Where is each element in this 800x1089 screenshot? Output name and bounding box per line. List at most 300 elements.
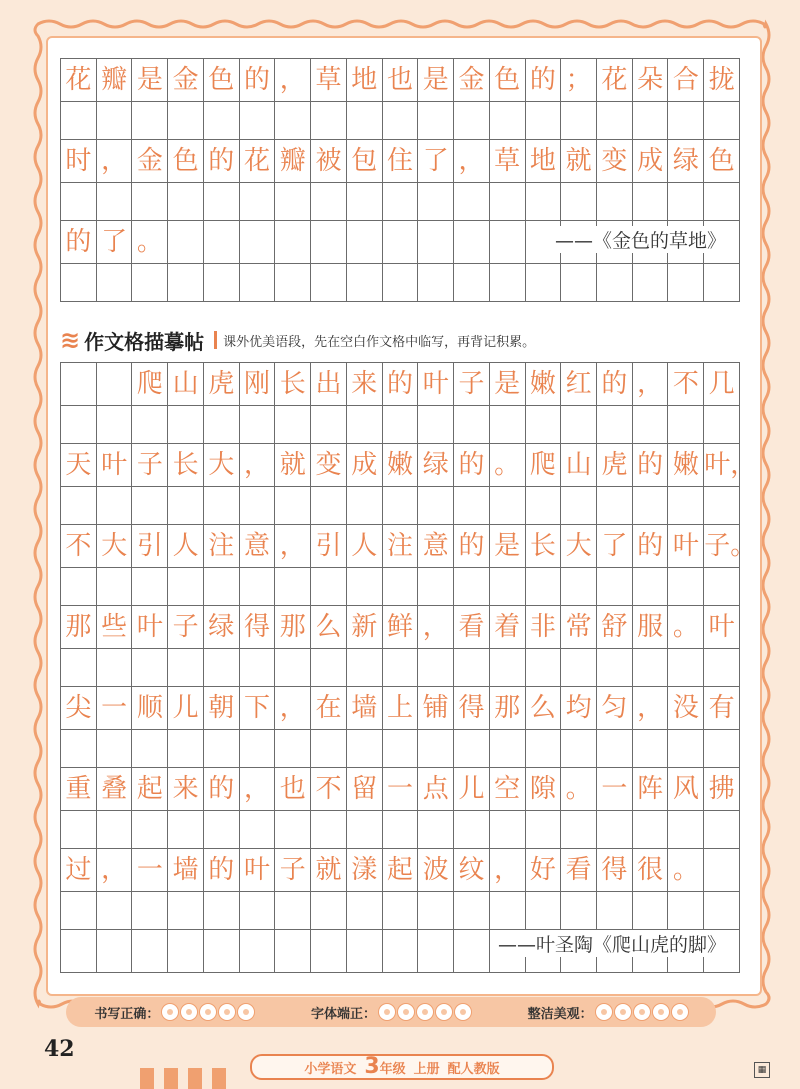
practice-cell[interactable]: [561, 102, 597, 140]
character-cell: 叶: [239, 849, 275, 892]
practice-cell[interactable]: [132, 649, 168, 687]
character-cell: 一: [132, 849, 168, 892]
practice-cell[interactable]: [382, 892, 418, 930]
practice-cell[interactable]: [418, 487, 454, 525]
practice-cell[interactable]: [632, 183, 668, 221]
practice-cell[interactable]: [561, 730, 597, 768]
practice-cell[interactable]: [311, 892, 347, 930]
practice-cell[interactable]: [382, 811, 418, 849]
practice-cell[interactable]: [489, 811, 525, 849]
practice-cell[interactable]: [561, 892, 597, 930]
practice-cell[interactable]: [489, 406, 525, 444]
practice-cell[interactable]: [525, 406, 561, 444]
practice-cell[interactable]: [311, 568, 347, 606]
practice-cell[interactable]: [597, 102, 633, 140]
practice-cell[interactable]: [668, 406, 704, 444]
practice-cell[interactable]: [418, 649, 454, 687]
practice-cell[interactable]: [132, 811, 168, 849]
character-cell: [239, 221, 275, 264]
flower-icon[interactable]: [181, 1004, 197, 1020]
practice-cell[interactable]: [168, 568, 204, 606]
character-cell: 色: [489, 59, 525, 102]
practice-cell[interactable]: [454, 264, 490, 302]
character-cell: 留: [346, 768, 382, 811]
character-cell: 就: [275, 444, 311, 487]
character-cell: ，: [275, 687, 311, 730]
character-cell: 来: [346, 363, 382, 406]
practice-cell[interactable]: [96, 892, 132, 930]
practice-cell[interactable]: [454, 487, 490, 525]
practice-cell[interactable]: [632, 730, 668, 768]
character-cell: 变: [311, 444, 347, 487]
practice-cell[interactable]: [132, 264, 168, 302]
character-cell: 金: [168, 59, 204, 102]
character-cell: 人: [346, 525, 382, 568]
rating-label: 字体端正：: [310, 1006, 376, 1022]
practice-cell[interactable]: [668, 730, 704, 768]
practice-cell[interactable]: [61, 568, 97, 606]
character-cell: 一: [597, 768, 633, 811]
practice-cell[interactable]: [561, 568, 597, 606]
practice-cell[interactable]: [239, 930, 275, 973]
practice-row: [61, 264, 740, 302]
practice-cell[interactable]: [61, 102, 97, 140]
practice-cell[interactable]: [489, 568, 525, 606]
citation: ——叶圣陶《爬山虎的脚》: [496, 930, 728, 957]
practice-cell[interactable]: [597, 183, 633, 221]
character-cell: 不: [311, 768, 347, 811]
practice-cell[interactable]: [61, 264, 97, 302]
practice-cell[interactable]: [61, 406, 97, 444]
subject-label: 小学语文: [304, 1061, 357, 1077]
practice-cell[interactable]: [454, 811, 490, 849]
flower-icon[interactable]: [200, 1004, 216, 1020]
character-cell: 人: [168, 525, 204, 568]
character-cell: 红: [561, 363, 597, 406]
practice-cell[interactable]: [454, 102, 490, 140]
practice-cell[interactable]: [346, 102, 382, 140]
text-row: [61, 768, 740, 811]
practice-cell[interactable]: [561, 183, 597, 221]
practice-cell[interactable]: [561, 487, 597, 525]
character-cell: 住: [382, 140, 418, 183]
character-cell: 顺: [132, 687, 168, 730]
practice-cell[interactable]: [561, 649, 597, 687]
practice-cell[interactable]: [275, 102, 311, 140]
character-cell: 下: [239, 687, 275, 730]
practice-cell[interactable]: [311, 406, 347, 444]
character-cell: 子: [454, 363, 490, 406]
practice-cell[interactable]: [311, 102, 347, 140]
practice-cell[interactable]: [132, 102, 168, 140]
text-row: [61, 363, 740, 406]
character-cell: ，: [239, 768, 275, 811]
practice-cell[interactable]: [668, 568, 704, 606]
practice-cell[interactable]: [96, 930, 132, 973]
practice-cell[interactable]: [168, 730, 204, 768]
practice-cell[interactable]: [632, 892, 668, 930]
character-cell: ；: [561, 59, 597, 102]
practice-cell[interactable]: [311, 487, 347, 525]
practice-cell[interactable]: [597, 811, 633, 849]
practice-cell[interactable]: [61, 730, 97, 768]
character-cell: 叶: [704, 606, 740, 649]
character-cell: 合: [668, 59, 704, 102]
practice-cell[interactable]: [382, 649, 418, 687]
practice-cell[interactable]: [203, 406, 239, 444]
practice-cell[interactable]: [704, 730, 740, 768]
practice-cell[interactable]: [704, 406, 740, 444]
character-cell: 的: [632, 444, 668, 487]
practice-cell[interactable]: [96, 730, 132, 768]
text-row: [61, 525, 740, 568]
character-cell: 叶: [132, 606, 168, 649]
practice-cell[interactable]: [239, 102, 275, 140]
practice-cell[interactable]: [346, 730, 382, 768]
practice-cell[interactable]: [96, 264, 132, 302]
practice-row: [61, 811, 740, 849]
practice-cell[interactable]: [168, 487, 204, 525]
practice-cell[interactable]: [668, 649, 704, 687]
practice-cell[interactable]: [597, 264, 633, 302]
practice-cell[interactable]: [168, 811, 204, 849]
practice-cell[interactable]: [382, 730, 418, 768]
practice-cell[interactable]: [597, 568, 633, 606]
practice-cell[interactable]: [418, 183, 454, 221]
practice-cell[interactable]: [61, 649, 97, 687]
rating-group: [311, 1003, 471, 1022]
practice-cell[interactable]: [418, 811, 454, 849]
practice-cell[interactable]: [489, 487, 525, 525]
practice-cell[interactable]: [275, 892, 311, 930]
practice-cell[interactable]: [96, 568, 132, 606]
practice-cell[interactable]: [704, 183, 740, 221]
practice-cell[interactable]: [704, 811, 740, 849]
practice-cell[interactable]: [346, 811, 382, 849]
practice-cell[interactable]: [525, 811, 561, 849]
practice-cell[interactable]: [96, 406, 132, 444]
practice-cell[interactable]: [668, 102, 704, 140]
practice-cell[interactable]: [418, 568, 454, 606]
practice-row: [61, 183, 740, 221]
practice-cell[interactable]: [203, 568, 239, 606]
practice-cell[interactable]: [632, 102, 668, 140]
practice-cell[interactable]: [704, 487, 740, 525]
practice-cell[interactable]: [382, 930, 418, 973]
practice-cell[interactable]: [454, 892, 490, 930]
practice-cell[interactable]: [168, 183, 204, 221]
practice-cell[interactable]: [632, 568, 668, 606]
rating-group: [528, 1003, 688, 1022]
practice-cell[interactable]: [489, 264, 525, 302]
practice-cell[interactable]: [382, 264, 418, 302]
grade-number: 3: [364, 1054, 380, 1079]
character-cell: 儿: [454, 768, 490, 811]
practice-cell[interactable]: [597, 892, 633, 930]
character-cell: 不: [668, 363, 704, 406]
practice-cell[interactable]: [525, 649, 561, 687]
practice-cell[interactable]: [203, 264, 239, 302]
character-cell: 山: [168, 363, 204, 406]
flower-icon[interactable]: [379, 1004, 395, 1020]
flower-icon[interactable]: [634, 1004, 650, 1020]
character-cell: 的: [597, 363, 633, 406]
character-cell: 非: [525, 606, 561, 649]
practice-cell[interactable]: [668, 264, 704, 302]
practice-cell[interactable]: [168, 264, 204, 302]
practice-cell[interactable]: [168, 649, 204, 687]
character-cell: 金: [454, 59, 490, 102]
practice-cell[interactable]: [275, 406, 311, 444]
text-row: [61, 687, 740, 730]
practice-cell[interactable]: [454, 568, 490, 606]
character-cell: [418, 221, 454, 264]
practice-cell[interactable]: [597, 487, 633, 525]
practice-cell[interactable]: [132, 487, 168, 525]
practice-cell[interactable]: [489, 183, 525, 221]
practice-cell[interactable]: [418, 264, 454, 302]
practice-cell[interactable]: [418, 730, 454, 768]
volume-label: 上册: [413, 1061, 440, 1077]
practice-cell[interactable]: [489, 649, 525, 687]
flower-icon[interactable]: [219, 1004, 235, 1020]
flower-icon[interactable]: [417, 1004, 433, 1020]
practice-cell[interactable]: [96, 649, 132, 687]
practice-cell[interactable]: [203, 811, 239, 849]
practice-cell[interactable]: [668, 811, 704, 849]
practice-cell[interactable]: [132, 406, 168, 444]
practice-cell[interactable]: [454, 649, 490, 687]
character-cell: 山: [561, 444, 597, 487]
practice-cell[interactable]: [168, 930, 204, 973]
practice-cell[interactable]: [346, 406, 382, 444]
character-cell: 色: [704, 140, 740, 183]
character-cell: 花: [597, 59, 633, 102]
practice-cell[interactable]: [311, 930, 347, 973]
practice-cell[interactable]: [454, 183, 490, 221]
character-cell: 儿: [168, 687, 204, 730]
practice-cell[interactable]: [275, 568, 311, 606]
practice-cell[interactable]: [418, 930, 454, 973]
character-cell: 引: [311, 525, 347, 568]
practice-cell[interactable]: [96, 487, 132, 525]
decorative-blocks: [140, 1068, 226, 1089]
practice-cell[interactable]: [96, 102, 132, 140]
practice-cell[interactable]: [275, 811, 311, 849]
practice-cell[interactable]: [239, 730, 275, 768]
flower-icon[interactable]: [596, 1004, 612, 1020]
character-cell: 爬: [525, 444, 561, 487]
practice-cell[interactable]: [525, 730, 561, 768]
practice-cell[interactable]: [597, 730, 633, 768]
character-cell: 朵: [632, 59, 668, 102]
practice-cell[interactable]: [525, 568, 561, 606]
practice-cell[interactable]: [632, 406, 668, 444]
practice-cell[interactable]: [382, 102, 418, 140]
practice-cell[interactable]: [489, 102, 525, 140]
practice-cell[interactable]: [489, 730, 525, 768]
character-cell: 虎: [203, 363, 239, 406]
character-cell: 地: [525, 140, 561, 183]
flower-icon[interactable]: [455, 1004, 471, 1020]
practice-cell[interactable]: [96, 811, 132, 849]
practice-cell[interactable]: [275, 487, 311, 525]
practice-cell[interactable]: [61, 892, 97, 930]
practice-cell[interactable]: [632, 649, 668, 687]
practice-cell[interactable]: [704, 649, 740, 687]
practice-cell[interactable]: [203, 102, 239, 140]
practice-cell[interactable]: [382, 487, 418, 525]
practice-cell[interactable]: [525, 183, 561, 221]
practice-cell[interactable]: [704, 892, 740, 930]
practice-cell[interactable]: [132, 892, 168, 930]
practice-cell[interactable]: [346, 183, 382, 221]
practice-cell[interactable]: [382, 406, 418, 444]
practice-cell[interactable]: [61, 930, 97, 973]
practice-cell[interactable]: [489, 892, 525, 930]
practice-cell[interactable]: [275, 183, 311, 221]
character-cell: 。: [561, 768, 597, 811]
flower-icon[interactable]: [238, 1004, 254, 1020]
practice-cell[interactable]: [311, 264, 347, 302]
practice-cell[interactable]: [597, 406, 633, 444]
practice-cell[interactable]: [668, 892, 704, 930]
character-cell: 着: [489, 606, 525, 649]
flower-icon[interactable]: [672, 1004, 688, 1020]
practice-cell[interactable]: [239, 811, 275, 849]
practice-cell[interactable]: [311, 730, 347, 768]
practice-cell[interactable]: [168, 102, 204, 140]
practice-cell[interactable]: [132, 568, 168, 606]
practice-cell[interactable]: [61, 811, 97, 849]
practice-cell[interactable]: [597, 649, 633, 687]
section-divider: [214, 331, 217, 349]
practice-cell[interactable]: [454, 406, 490, 444]
practice-cell[interactable]: [525, 487, 561, 525]
practice-cell[interactable]: [132, 730, 168, 768]
practice-cell[interactable]: [168, 892, 204, 930]
practice-cell[interactable]: [704, 264, 740, 302]
character-cell: ，: [275, 525, 311, 568]
practice-cell[interactable]: [275, 730, 311, 768]
practice-cell[interactable]: [346, 930, 382, 973]
decor-block: [140, 1068, 154, 1089]
practice-cell[interactable]: [203, 730, 239, 768]
character-cell: 些: [96, 606, 132, 649]
practice-cell[interactable]: [454, 930, 490, 973]
character-cell: 意: [418, 525, 454, 568]
practice-cell[interactable]: [418, 892, 454, 930]
practice-cell[interactable]: [203, 649, 239, 687]
practice-cell[interactable]: [168, 406, 204, 444]
flower-icon[interactable]: [615, 1004, 631, 1020]
practice-cell[interactable]: [275, 264, 311, 302]
practice-cell[interactable]: [239, 892, 275, 930]
practice-cell[interactable]: [239, 649, 275, 687]
practice-cell[interactable]: [96, 183, 132, 221]
character-cell: 常: [561, 606, 597, 649]
practice-cell[interactable]: [632, 811, 668, 849]
character-cell: 墙: [346, 687, 382, 730]
practice-cell[interactable]: [275, 930, 311, 973]
flower-icon[interactable]: [162, 1004, 178, 1020]
character-cell: 了: [597, 525, 633, 568]
character-cell: 的: [61, 221, 97, 264]
character-cell: ，: [632, 363, 668, 406]
practice-cell[interactable]: [668, 183, 704, 221]
practice-cell[interactable]: [239, 183, 275, 221]
character-cell: [311, 221, 347, 264]
practice-cell[interactable]: [203, 183, 239, 221]
edition-label: 配人教版: [447, 1061, 500, 1077]
practice-cell[interactable]: [203, 930, 239, 973]
practice-cell[interactable]: [61, 487, 97, 525]
practice-cell[interactable]: [346, 264, 382, 302]
character-cell: 瓣: [96, 59, 132, 102]
character-cell: 地: [346, 59, 382, 102]
character-cell: 均: [561, 687, 597, 730]
practice-cell[interactable]: [203, 892, 239, 930]
character-cell: 的: [203, 140, 239, 183]
character-cell: 是: [132, 59, 168, 102]
practice-cell[interactable]: [704, 102, 740, 140]
character-cell: 得: [597, 849, 633, 892]
character-cell: 长: [168, 444, 204, 487]
flower-icon[interactable]: [653, 1004, 669, 1020]
character-cell: 墙: [168, 849, 204, 892]
practice-cell[interactable]: [61, 183, 97, 221]
practice-cell[interactable]: [561, 811, 597, 849]
character-cell: 风: [668, 768, 704, 811]
practice-cell[interactable]: [525, 264, 561, 302]
practice-cell[interactable]: [132, 930, 168, 973]
practice-cell[interactable]: [311, 183, 347, 221]
practice-cell[interactable]: [454, 730, 490, 768]
practice-cell[interactable]: [239, 406, 275, 444]
practice-cell[interactable]: [561, 406, 597, 444]
practice-cell[interactable]: [239, 264, 275, 302]
practice-cell[interactable]: [704, 568, 740, 606]
practice-cell[interactable]: [275, 649, 311, 687]
practice-row: [61, 892, 740, 930]
practice-cell[interactable]: [311, 649, 347, 687]
practice-cell[interactable]: [382, 183, 418, 221]
practice-cell[interactable]: [632, 264, 668, 302]
practice-cell[interactable]: [203, 487, 239, 525]
practice-cell[interactable]: [239, 568, 275, 606]
character-cell: 被: [311, 140, 347, 183]
practice-cell[interactable]: [346, 487, 382, 525]
practice-cell[interactable]: [561, 264, 597, 302]
practice-cell[interactable]: [346, 649, 382, 687]
practice-cell[interactable]: [132, 183, 168, 221]
practice-cell[interactable]: [525, 102, 561, 140]
practice-cell[interactable]: [239, 487, 275, 525]
practice-cell[interactable]: [632, 487, 668, 525]
practice-cell[interactable]: [382, 568, 418, 606]
practice-cell[interactable]: [418, 102, 454, 140]
flower-icon[interactable]: [398, 1004, 414, 1020]
practice-cell[interactable]: [311, 811, 347, 849]
practice-cell[interactable]: [346, 892, 382, 930]
flower-icon[interactable]: [436, 1004, 452, 1020]
character-cell: 子: [132, 444, 168, 487]
practice-cell[interactable]: [668, 487, 704, 525]
practice-cell[interactable]: [418, 406, 454, 444]
character-cell: 子。: [704, 525, 740, 568]
practice-cell[interactable]: [525, 892, 561, 930]
practice-cell[interactable]: [346, 568, 382, 606]
